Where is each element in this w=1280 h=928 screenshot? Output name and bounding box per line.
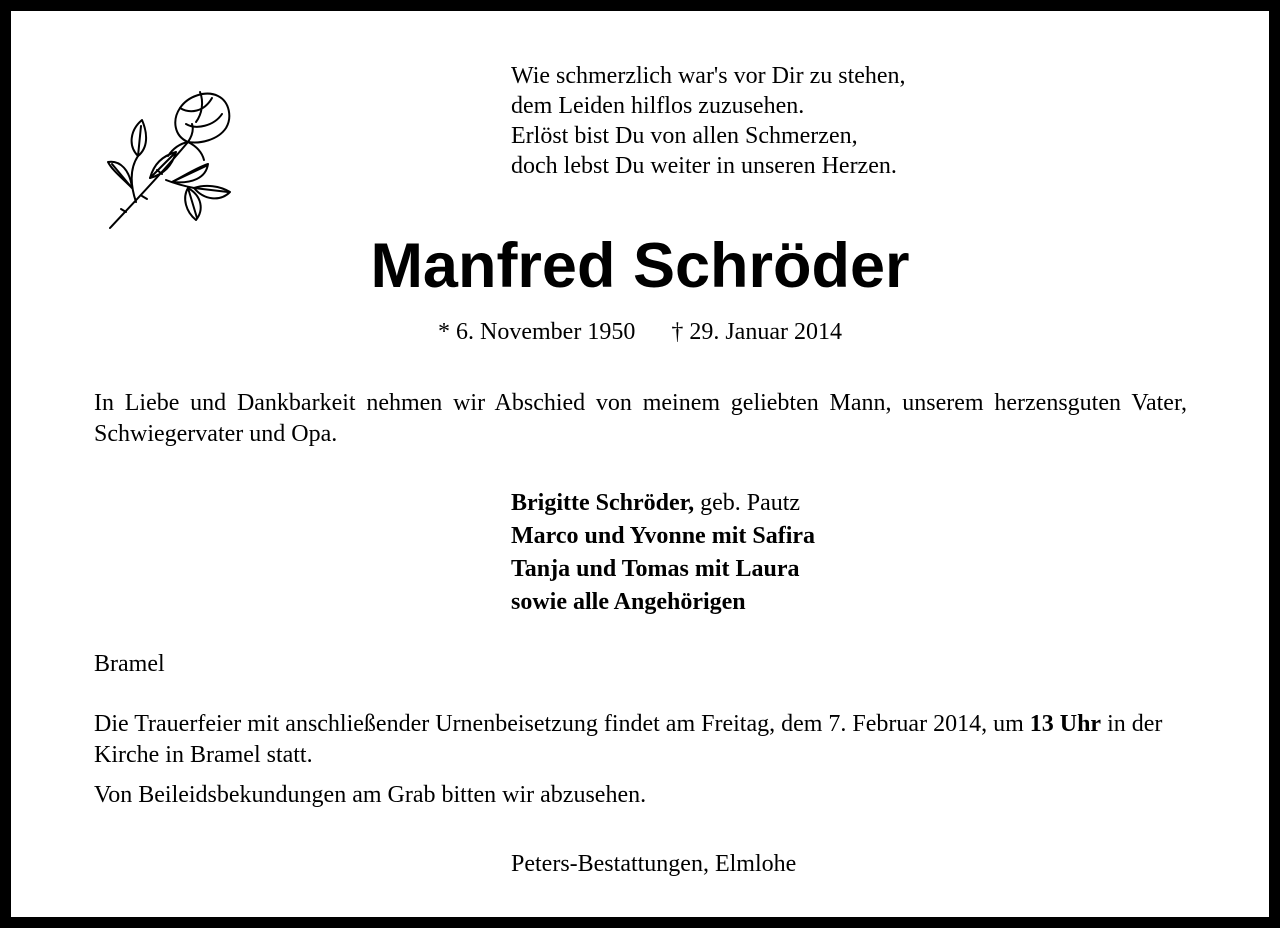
poem-line: doch lebst Du weiter in unseren Herzen. — [511, 153, 897, 179]
mourner-line — [511, 553, 815, 586]
service-info — [94, 709, 1194, 771]
death-date: † 29. Januar 2014 — [671, 319, 842, 345]
mourner-line — [511, 520, 815, 553]
wife-name: Brigitte Schröder, — [511, 490, 695, 516]
life-dates — [0, 316, 1280, 348]
poem — [511, 61, 906, 181]
mourners-list — [511, 487, 815, 619]
poem-line: Wie schmerzlich war's vor Dir zu stehen, — [511, 63, 906, 89]
service-text-end: in der Kirche in Bramel statt. — [94, 711, 1163, 768]
wife-maiden-name: geb. Pautz — [694, 490, 801, 516]
farewell-text: In Liebe und Dankbarkeit nehmen wir Abschied von meinem geliebten Mann, unserem herzensguten Vater, Schwiegervater und Opa. — [94, 390, 1187, 447]
mourner-line — [511, 586, 815, 619]
undertaker: Peters-Bestattungen, Elmlohe — [511, 851, 797, 877]
deceased-name: Manfred Schröder — [370, 231, 910, 301]
mourner-line — [511, 487, 815, 520]
rose-icon — [96, 84, 238, 232]
mourner-name: Marco und Yvonne mit Safira — [511, 523, 816, 549]
poem-line: Erlöst bist Du von allen Schmerzen, — [511, 123, 858, 149]
mourner-name: Tanja und Tomas mit Laura — [511, 556, 800, 582]
service-text: Die Trauerfeier mit anschließender Urnenbeisetzung findet am Freitag, dem 7. Februar 2014, um — [94, 711, 1030, 737]
birth-date: * 6. November 1950 — [438, 319, 636, 345]
poem-line: dem Leiden hilflos zuzusehen. — [511, 93, 805, 119]
place-name: Bramel — [94, 651, 165, 677]
mourner-name: sowie alle Angehörigen — [511, 589, 746, 615]
service-time: 13 Uhr — [1029, 711, 1102, 737]
condolence-note: Von Beileidsbekundungen am Grab bitten wir abzusehen. — [94, 782, 647, 808]
